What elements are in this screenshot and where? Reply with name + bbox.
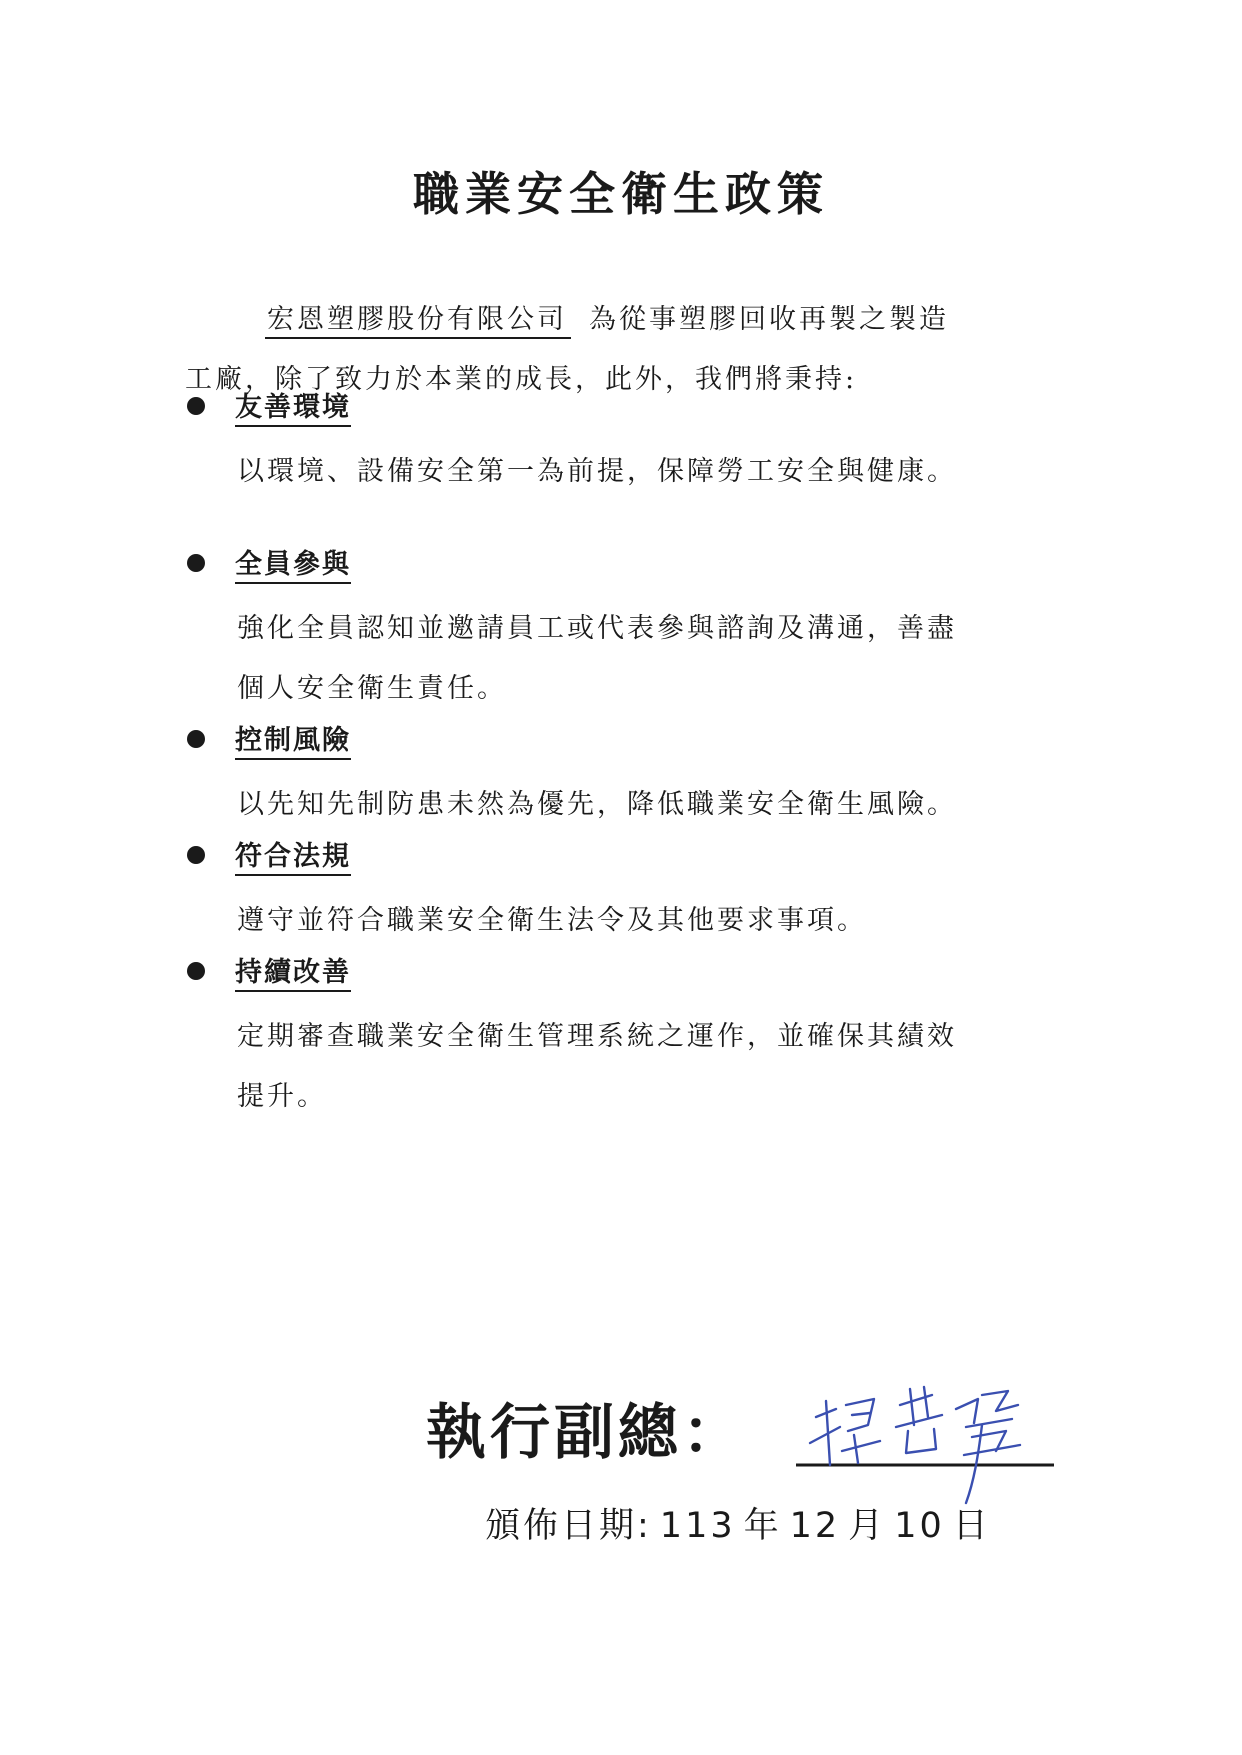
intro-line-2: 工廠，除了致力於本業的成長，此外，我們將秉持: — [185, 364, 858, 395]
policy-item-desc-line: 強化全員認知並邀請員工或代表參與諮詢及溝通，善盡 — [237, 613, 957, 644]
policy-item-desc-line: 提升。 — [237, 1081, 327, 1112]
policy-item-compliance — [185, 833, 1055, 951]
signature-block — [420, 1385, 1060, 1485]
policy-item-desc — [237, 891, 1055, 951]
date-day: 10 — [894, 1506, 945, 1546]
bullet-icon — [187, 962, 205, 980]
signer-title: 執行副總： — [426, 1398, 746, 1468]
intro-line-1-text: 為從事塑膠回收再製之製造 — [589, 304, 949, 335]
bullet-icon — [187, 730, 205, 748]
policy-item-desc — [237, 599, 1055, 719]
date-label: 頒佈日期: — [485, 1506, 652, 1546]
policy-item-title: 符合法規 — [235, 834, 351, 876]
bullet-icon — [187, 397, 205, 415]
policy-item-desc — [237, 1007, 1055, 1127]
date-month-unit: 月 — [848, 1506, 887, 1546]
policy-item-desc-line: 個人安全衛生責任。 — [237, 673, 507, 704]
bullet-icon — [187, 554, 205, 572]
policy-item-head — [185, 717, 1055, 761]
policy-item-title: 持續改善 — [235, 950, 351, 992]
policy-item-title: 友善環境 — [235, 385, 351, 427]
policy-item-head — [185, 949, 1055, 993]
company-name: 宏恩塑膠股份有限公司 — [265, 304, 571, 339]
policy-item-title: 控制風險 — [235, 718, 351, 760]
policy-item-full-participation — [185, 541, 1055, 719]
policy-item-friendly-environment — [185, 384, 1055, 502]
date-month: 12 — [789, 1506, 841, 1546]
date-year: 113 — [659, 1506, 736, 1546]
policy-item-desc-line: 遵守並符合職業安全衛生法令及其他要求事項。 — [237, 905, 867, 936]
policy-item-desc — [237, 775, 1055, 835]
policy-item-head — [185, 541, 1055, 585]
date-year-unit: 年 — [743, 1506, 782, 1546]
page-title: 職業安全衛生政策 — [413, 167, 829, 221]
policy-item-desc-line: 以先知先制防患未然為優先，降低職業安全衛生風險。 — [237, 789, 957, 820]
policy-item-head — [185, 833, 1055, 877]
policy-item-head — [185, 384, 1055, 428]
policy-item-continuous-improvement — [185, 949, 1055, 1127]
promulgation-date — [485, 1498, 999, 1548]
policy-item-desc — [237, 442, 1055, 502]
handwritten-signature — [796, 1365, 1056, 1505]
intro-line-1 — [185, 290, 1055, 350]
policy-item-desc-line: 以環境、設備安全第一為前提，保障勞工安全與健康。 — [237, 456, 957, 487]
policy-item-desc-line: 定期審查職業安全衛生管理系統之運作，並確保其績效 — [237, 1021, 957, 1052]
bullet-icon — [187, 846, 205, 864]
policy-item-title: 全員參與 — [235, 542, 351, 584]
date-day-unit: 日 — [952, 1506, 991, 1546]
policy-item-control-risk — [185, 717, 1055, 835]
